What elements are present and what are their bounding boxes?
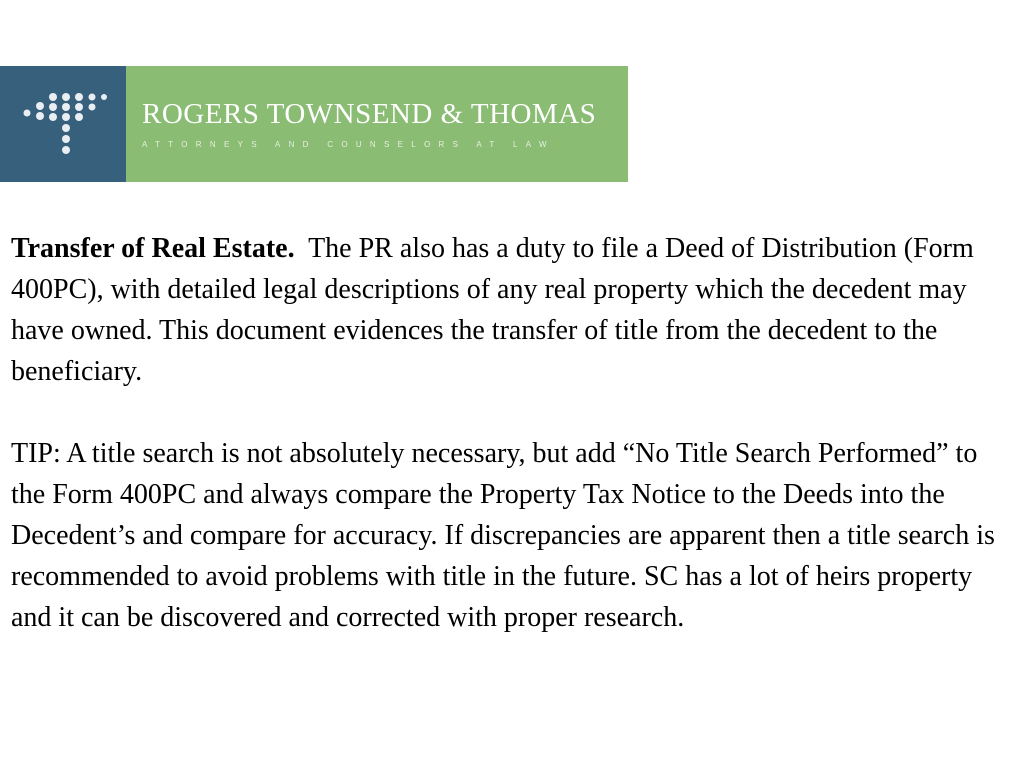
logo-dot	[101, 94, 107, 100]
logo-dot-mark-icon	[0, 66, 126, 182]
logo-mark	[0, 66, 126, 182]
logo-dot	[75, 113, 83, 121]
logo-dot	[49, 113, 57, 121]
logo-dot	[62, 135, 70, 143]
logo-dot	[49, 103, 57, 111]
transfer-paragraph	[11, 228, 1017, 392]
logo-dot	[62, 124, 70, 132]
logo-dot	[36, 112, 44, 120]
logo-dot	[62, 103, 70, 111]
logo-dot	[49, 93, 57, 101]
logo-dot	[62, 113, 70, 121]
tip-paragraph	[11, 433, 1017, 638]
logo-dot	[36, 102, 44, 110]
logo-dot	[89, 104, 96, 111]
logo-text-panel	[126, 66, 628, 182]
firm-logo	[0, 66, 628, 182]
tip-text: TIP: A title search is not absolutely necessary, but add “No Title Search Performed” to the Form 400PC and always compare the Property Tax Notice to the Deeds into the Decedent’s and compare for accuracy. If discrepancies are apparent then a title search is recommended to avoid problems with title in the future. SC has a lot of heirs property and it can be discovered and corrected with proper research.	[11, 438, 995, 633]
logo-dot	[75, 103, 83, 111]
logo-dot	[24, 110, 31, 117]
firm-tagline: ATTORNEYS AND COUNSELORS AT LAW	[142, 140, 555, 149]
paragraph-spacer	[11, 392, 1017, 433]
logo-dot	[62, 93, 70, 101]
slide-body	[11, 228, 1017, 638]
transfer-heading: Transfer of Real Estate.	[11, 233, 295, 264]
firm-name: ROGERS TOWNSEND & THOMAS	[142, 98, 597, 130]
transfer-text: The PR also has a duty to file a Deed of Distribution (Form 400PC), with detailed legal descriptions of any real property which the decedent may have owned. This document evidences the transfer of title from the decedent to the beneficiary.	[11, 233, 974, 387]
logo-dot	[75, 93, 83, 101]
logo-dot	[62, 146, 70, 154]
logo-dot	[89, 94, 96, 101]
